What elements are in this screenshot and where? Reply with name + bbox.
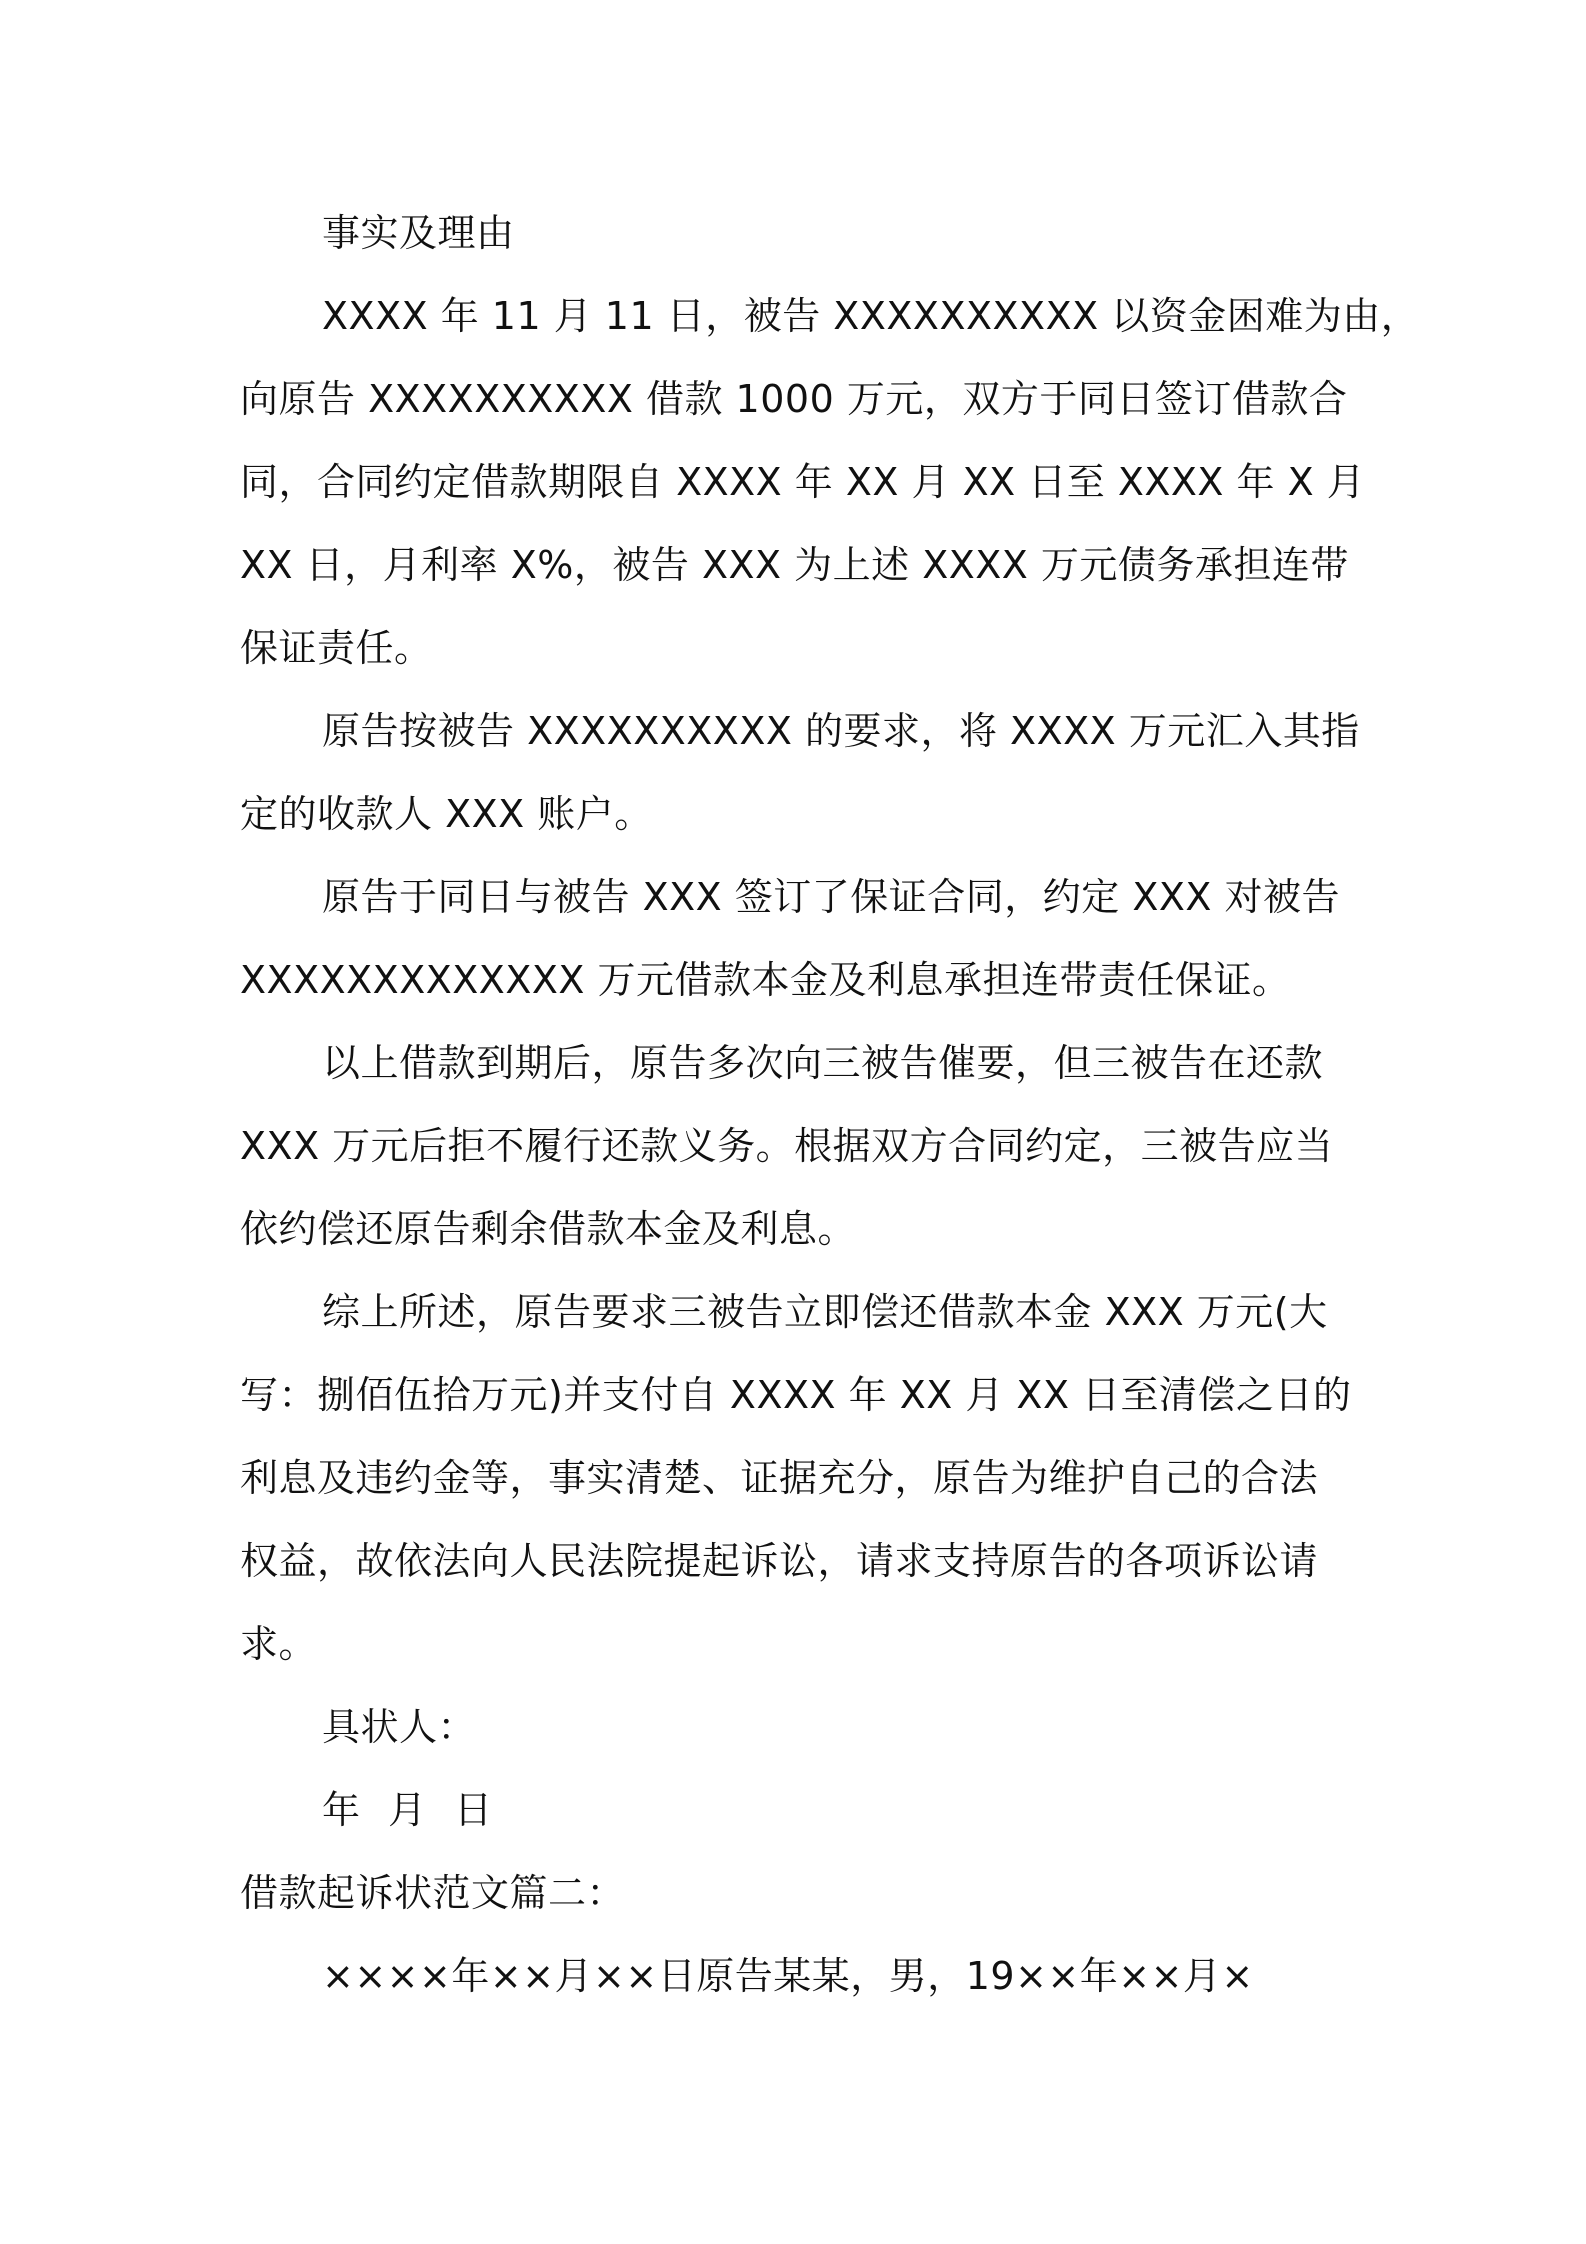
paragraph-line: 权益，故依法向人民法院提起诉讼，请求支持原告的各项诉讼请: [240, 1539, 1319, 1583]
document-body: [240, 192, 1420, 2018]
section-two-title: 借款起诉状范文篇二：: [240, 1871, 626, 1915]
section-heading: 事实及理由: [322, 211, 515, 255]
paragraph-line: XXXX 年 11 月 11 日，被告 XXXXXXXXXX 以资金困难为由，: [322, 294, 1420, 338]
paragraph-line: 以上借款到期后，原告多次向三被告催要，但三被告在还款: [322, 1041, 1324, 1085]
paragraph-line: 原告于同日与被告 XXX 签订了保证合同，约定 XXX 对被告: [322, 875, 1341, 919]
paragraph-line: 求。: [240, 1622, 318, 1666]
paragraph-line: 向原告 XXXXXXXXXX 借款 1000 万元，双方于同日签订借款合: [240, 377, 1348, 421]
paragraph-4: [240, 1022, 1350, 1271]
paragraph-line: XXXXXXXXXXXXX 万元借款本金及利息承担连带责任保证。: [240, 958, 1291, 1002]
paragraph-line: XXX 万元后拒不履行还款义务。根据双方合同约定，三被告应当: [240, 1124, 1334, 1168]
paragraph-line: XX 日，月利率 X%，被告 XXX 为上述 XXXX 万元债务承担连带: [240, 543, 1349, 587]
signer-label: 具状人：: [322, 1705, 477, 1749]
paragraph-2: [240, 690, 1360, 856]
paragraph-line: 依约偿还原告剩余借款本金及利息。: [240, 1207, 857, 1251]
paragraph-line: 利息及违约金等，事实清楚、证据充分，原告为维护自己的合法: [240, 1456, 1319, 1500]
paragraph-line: 同，合同约定借款期限自 XXXX 年 XX 月 XX 日至 XXXX 年 X 月: [240, 460, 1366, 504]
date-line: 年 月 日: [322, 1788, 501, 1832]
section-two-first-line: ××××年××月××日原告某某，男，19××年××月×: [322, 1954, 1254, 1998]
paragraph-3: [240, 856, 1350, 1022]
paragraph-5: [240, 1271, 1350, 1686]
paragraph-line: 原告按被告 XXXXXXXXXX 的要求，将 XXXX 万元汇入其指: [322, 709, 1360, 753]
paragraph-line: 保证责任。: [240, 626, 433, 670]
paragraph-line: 综上所述，原告要求三被告立即偿还借款本金 XXX 万元(大: [322, 1290, 1328, 1334]
paragraph-1: [240, 275, 1420, 690]
paragraph-line: 写：捌佰伍拾万元)并支付自 XXXX 年 XX 月 XX 日至清偿之日的: [240, 1373, 1352, 1417]
paragraph-line: 定的收款人 XXX 账户。: [240, 792, 653, 836]
